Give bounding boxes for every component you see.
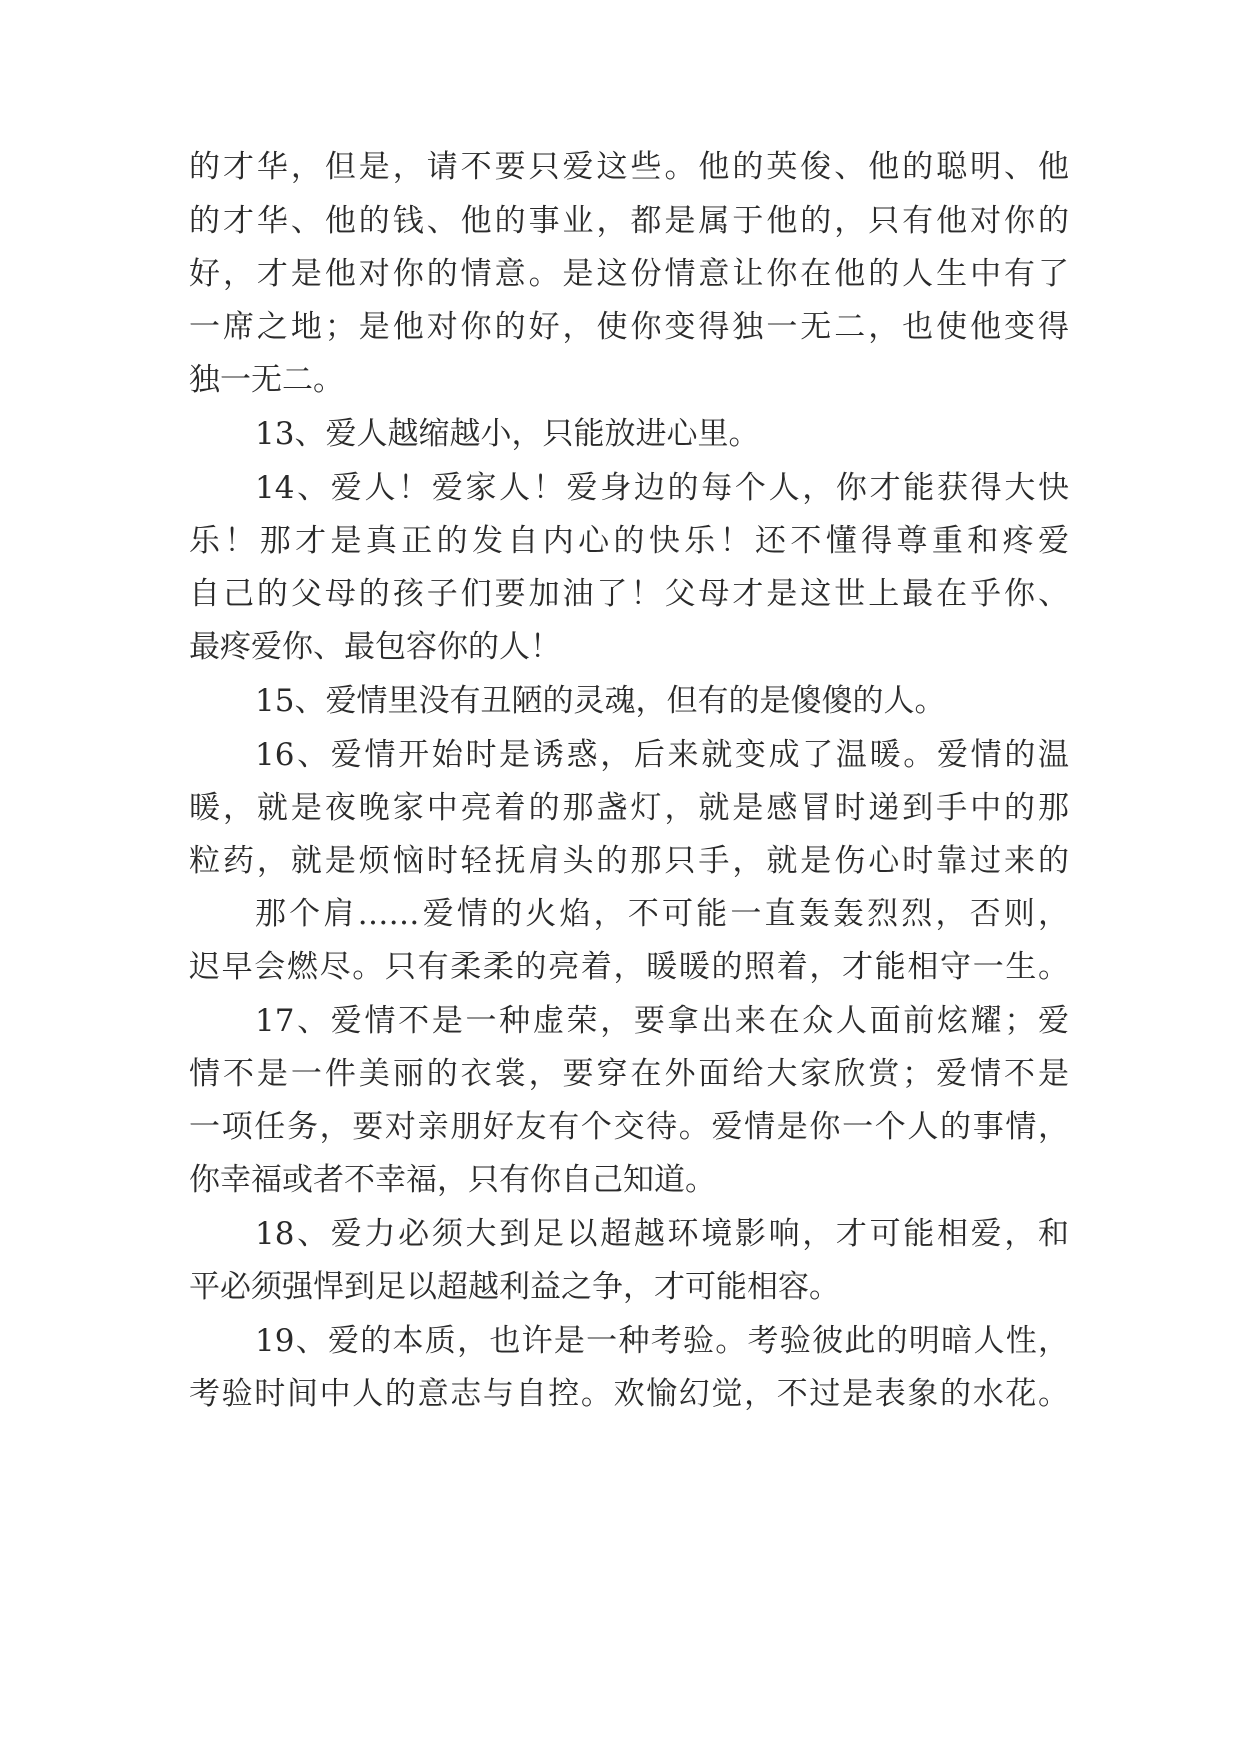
paragraph-19: 19、爱的本质，也许是一种考验。考验彼此的明暗人性， — [255, 1323, 1069, 1359]
paragraph-18: 18、爱力必须大到足以超越环境影响，才可能相爱，和 — [255, 1216, 1069, 1252]
text-line: 粒药，就是烦恼时轻抚肩头的那只手，就是伤心时靠过来的 — [189, 843, 1069, 879]
text-line: 的才华、他的钱、他的事业，都是属于他的，只有他对你的 — [189, 203, 1069, 239]
text-line: 一项任务，要对亲朋好友有个交待。爱情是你一个人的事情， — [189, 1109, 1069, 1145]
text-line: 迟早会燃尽。只有柔柔的亮着，暖暖的照着，才能相守一生。 — [189, 949, 1069, 985]
text-line: 那个肩……爱情的火焰，不可能一直轰轰烈烈，否则， — [255, 896, 1069, 932]
text-line: 最疼爱你、最包容你的人！ — [189, 629, 561, 665]
paragraph-16: 16、爱情开始时是诱惑，后来就变成了温暖。爱情的温 — [255, 737, 1069, 773]
text-line: 自己的父母的孩子们要加油了！父母才是这世上最在乎你、 — [189, 576, 1069, 612]
text-line: 你幸福或者不幸福，只有你自己知道。 — [189, 1162, 716, 1198]
text-line: 考验时间中人的意志与自控。欢愉幻觉，不过是表象的水花。 — [189, 1376, 1069, 1412]
text-line: 一席之地；是他对你的好，使你变得独一无二，也使他变得 — [189, 309, 1069, 345]
paragraph-17: 17、爱情不是一种虚荣，要拿出来在众人面前炫耀；爱 — [255, 1003, 1069, 1039]
text-line: 乐！那才是真正的发自内心的快乐！还不懂得尊重和疼爱 — [189, 523, 1069, 559]
text-line: 平必须强悍到足以超越利益之争，才可能相容。 — [189, 1269, 840, 1305]
text-line: 的才华，但是，请不要只爱这些。他的英俊、他的聪明、他 — [189, 149, 1069, 185]
paragraph-15: 15、爱情里没有丑陋的灵魂，但有的是傻傻的人。 — [255, 683, 946, 719]
paragraph-14: 14、爱人！爱家人！爱身边的每个人，你才能获得大快 — [255, 470, 1069, 506]
paragraph-13: 13、爱人越缩越小，只能放进心里。 — [255, 416, 760, 452]
text-line: 好，才是他对你的情意。是这份情意让你在他的人生中有了 — [189, 256, 1069, 292]
text-line: 情不是一件美丽的衣裳，要穿在外面给大家欣赏；爱情不是 — [189, 1056, 1069, 1092]
text-line: 独一无二。 — [189, 362, 344, 398]
text-line: 暖，就是夜晚家中亮着的那盏灯，就是感冒时递到手中的那 — [189, 790, 1069, 826]
